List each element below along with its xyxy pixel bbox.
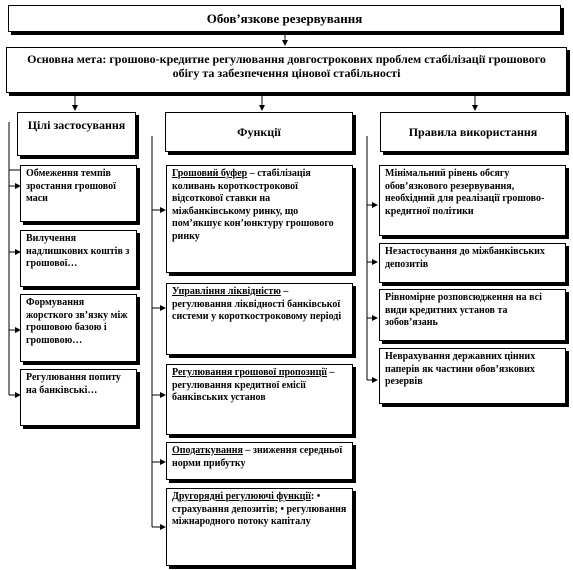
goal-box — [20, 230, 137, 287]
rule-box — [379, 348, 566, 404]
rule-text: Мінімальний рівень обсягу обов’язкового резервування, необхідний для реалізації грошово-кредитної політики — [385, 168, 545, 217]
title-box — [8, 5, 561, 32]
goal-box — [20, 165, 137, 222]
rule-text: Незастосування до міжбанківських депозитів — [385, 246, 545, 270]
function-term: Оподаткування — [172, 445, 243, 456]
function-term: Регулювання грошової пропозиції — [172, 367, 327, 378]
function-box — [166, 364, 353, 435]
goal-text: Регулювання попиту на банківські… — [26, 372, 121, 396]
rule-box — [379, 243, 566, 283]
rule-box — [379, 165, 566, 236]
function-text: : • страхування депозитів; • регулювання міжнародного потоку капіталу — [172, 491, 347, 527]
function-text: – стабілізація коливань короткострокової відсоткової ставки на міжбанківському ринку, що пом’якшує кон’юнктуру грошового ринку — [172, 168, 334, 242]
title-text: Обов’язкове резервування — [206, 11, 363, 26]
function-box — [166, 165, 353, 273]
rule-text: Рівномірне розповсюдження на всі види кредитних установ та зобов’язань — [385, 292, 542, 328]
rule-text: Неврахування державних цінних паперів як частини обов’язкових резервів — [385, 351, 536, 387]
goal-box — [20, 369, 137, 426]
main-goal-text: Основна мета: грошово-кредитне регулювання довгострокових проблем стабілізації грошового обігу та забезпечення цінової стабільності — [27, 52, 546, 80]
function-term: Грошовий буфер — [172, 168, 248, 179]
goals-header — [17, 112, 136, 156]
function-box — [166, 488, 353, 566]
rule-box — [379, 289, 566, 341]
functions-header-text: Функції — [237, 125, 281, 139]
function-box — [166, 283, 353, 355]
goals-header-text: Цілі застосування — [27, 118, 126, 132]
goal-text: Обмеження темпів зростання грошової маси — [26, 168, 116, 204]
function-text: – зниження середньої норми прибутку — [172, 445, 343, 469]
function-box — [166, 442, 353, 480]
function-text: – регулювання кредитної емісії банківських установ — [172, 367, 335, 403]
functions-header — [165, 112, 353, 152]
rules-header — [380, 112, 566, 152]
rules-header-text: Правила використання — [408, 125, 538, 139]
main-goal-box — [6, 47, 567, 93]
goal-box — [20, 294, 137, 362]
goal-text: Вилучення надлишкових коштів з грошової… — [26, 233, 130, 269]
function-term: Другорядні регулюючі функції — [172, 491, 311, 502]
goal-text: Формування жорсткого зв’язку між грошовою базою і грошовою… — [26, 297, 128, 346]
function-text: – регулювання ліквідності банківської системи у короткостроковому періоді — [172, 286, 342, 322]
function-term: Управління ліквідністю — [172, 286, 281, 297]
